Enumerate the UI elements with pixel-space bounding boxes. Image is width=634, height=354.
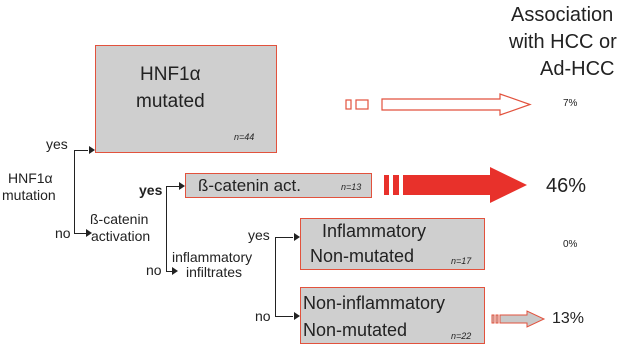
association-arrow-46	[384, 167, 527, 203]
catenin-act-box	[185, 173, 372, 198]
hnf1a-mutated-line-2: mutated	[136, 91, 205, 112]
inflammatory-line-1: Inflammatory	[322, 221, 427, 241]
hnf1a-yes-label: yes	[46, 136, 68, 152]
non-inflammatory-n: n=22	[451, 331, 472, 341]
hnf1a-mutated-box	[95, 45, 277, 153]
catenin-question-line-2: activation	[91, 228, 151, 244]
association-arrow-7	[346, 94, 530, 115]
non-inflammatory-line-2: Non-mutated	[303, 320, 408, 340]
inflammatory-line-2: Non-mutated	[310, 246, 415, 266]
root-label-line-1: HNF1α	[8, 170, 53, 186]
root-label-line-2: mutation	[2, 187, 56, 203]
header-line-2: with HCC or	[509, 31, 617, 53]
infl-question-line-2: infiltrates	[186, 264, 243, 280]
catenin-act-label: ß-catenin act.	[198, 176, 301, 195]
infl-yes-label: yes	[248, 227, 270, 243]
catenin-act-n: n=13	[341, 182, 362, 192]
hnf1a-mutated-line-1: HNF1α	[140, 64, 201, 85]
header-line-1: Association	[511, 4, 614, 26]
hnf1a-no-label: no	[55, 225, 71, 241]
association-value-catenin: 46%	[546, 175, 587, 197]
non-inflammatory-box	[300, 287, 485, 344]
inflammatory-n: n=17	[451, 256, 472, 266]
hnf1a-mutated-n: n=44	[234, 132, 255, 142]
infl-no-label: no	[255, 308, 271, 324]
association-value-inflammatory: 0%	[563, 239, 578, 250]
association-arrow-13	[492, 311, 544, 327]
infl-question-line-1: inflammatory	[172, 249, 253, 265]
arrowhead-infl-question	[172, 267, 178, 275]
catenin-yes-label: yes	[139, 182, 163, 198]
catenin-no-label: no	[146, 262, 162, 278]
association-value-non-inflammatory: 13%	[552, 310, 585, 327]
non-inflammatory-line-1: Non-inflammatory	[303, 293, 446, 313]
inflammatory-box	[300, 218, 485, 270]
header-line-3: Ad-HCC	[540, 58, 615, 80]
catenin-question-line-1: ß-catenin	[90, 211, 149, 227]
association-value-hnf1a: 7%	[563, 98, 578, 109]
